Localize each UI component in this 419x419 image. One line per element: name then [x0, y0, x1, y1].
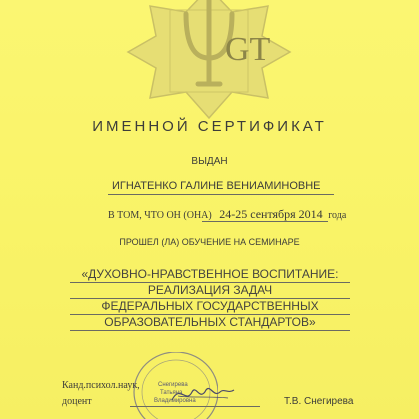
- recipient-name-underline: [108, 194, 334, 195]
- seminar-topic-line-2: РЕАЛИЗАЦИЯ ЗАДАЧ: [147, 283, 273, 297]
- seminar-topic-line-3: ФЕДЕРАЛЬНЫХ ГОСУДАРСТВЕННЫХ: [101, 299, 319, 313]
- seminar-dates: 24-25 сентября 2014: [219, 207, 323, 221]
- signature-line: [130, 406, 260, 407]
- recipient-name: ИГНАТЕНКО ГАЛИНЕ ВЕНИАМИНОВНЕ: [112, 180, 321, 192]
- seminar-topic-line-4: ОБРАЗОВАТЕЛЬНЫХ СТАНДАРТОВ»: [104, 315, 316, 329]
- signatory-name: Т.В. Снегирева: [284, 396, 354, 407]
- emblem-monogram: GT: [225, 31, 271, 68]
- dates-underline: [202, 221, 328, 222]
- signatory-degree: Канд.психол.наук,: [62, 380, 140, 391]
- seal-text-3: Владимировна: [154, 398, 196, 404]
- completed-label: ПРОШЕЛ (ЛА) ОБУЧЕНИЕ НА СЕМИНАРЕ: [119, 237, 300, 247]
- seal-text-1: Снегирева: [158, 382, 188, 388]
- that-label: В ТОМ, ЧТО ОН (ОНА): [108, 210, 212, 221]
- seal-text-2: Татьяна: [160, 390, 183, 396]
- emblem-logo: [0, 0, 419, 120]
- issued-label: ВЫДАН: [191, 156, 228, 167]
- certificate-title: ИМЕННОЙ СЕРТИФИКАТ: [92, 118, 327, 135]
- year-suffix: года: [328, 210, 347, 221]
- topic-underline-4: [70, 330, 350, 331]
- signatory-position: доцент: [62, 396, 92, 407]
- seminar-topic-line-1: «ДУХОВНО-НРАВСТВЕННОЕ ВОСПИТАНИЕ:: [81, 267, 339, 281]
- that-row: [108, 207, 368, 222]
